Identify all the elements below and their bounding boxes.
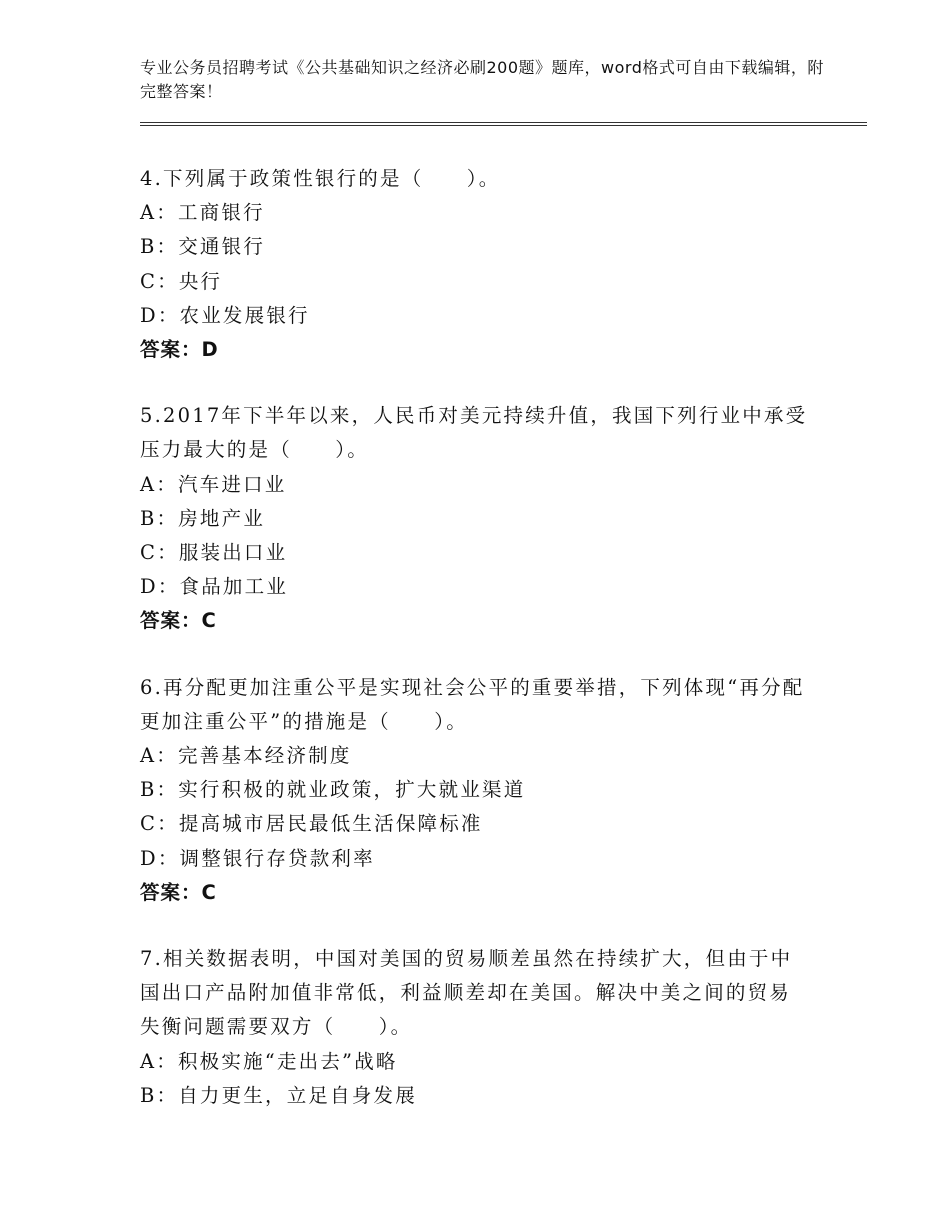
- option-b: B：实行积极的就业政策，扩大就业渠道: [140, 778, 526, 802]
- question-5: [140, 399, 810, 638]
- question-stem: 5.2017年下半年以来，人民币对美元持续升值，我国下列行业中承受压力最大的是（ ）。: [140, 404, 808, 462]
- option-d: D：食品加工业: [140, 575, 289, 599]
- header-divider-bottom: [140, 125, 867, 126]
- option-c: C：央行: [140, 269, 223, 293]
- option-a: A：汽车进口业: [140, 472, 287, 496]
- question-list: [140, 162, 810, 1145]
- option-b: B：自力更生，立足自身发展: [140, 1083, 417, 1107]
- option-a: A：积极实施“走出去”战略: [140, 1049, 398, 1073]
- option-a: A：工商银行: [140, 201, 265, 225]
- answer: 答案：D: [140, 338, 219, 362]
- document-header: 专业公务员招聘考试《公共基础知识之经济必刷200题》题库，word格式可自由下载编辑，附完整答案！: [140, 58, 824, 101]
- question-stem: 6.再分配更加注重公平是实现社会公平的重要举措，下列体现“再分配更加注重公平”的措施是（ ）。: [140, 675, 805, 733]
- question-6: [140, 671, 810, 910]
- answer: 答案：C: [140, 609, 217, 633]
- question-stem: 7.相关数据表明，中国对美国的贸易顺差虽然在持续扩大，但由于中国出口产品附加值非常低，利益顺差却在美国。解决中美之间的贸易失衡问题需要双方（ ）。: [140, 947, 793, 1039]
- question-stem: 4.下列属于政策性银行的是（ ）。: [140, 167, 501, 190]
- option-c: C：提高城市居民最低生活保障标准: [140, 812, 483, 836]
- option-d: D：调整银行存贷款利率: [140, 846, 375, 870]
- option-d: D：农业发展银行: [140, 303, 310, 327]
- option-a: A：完善基本经济制度: [140, 744, 352, 768]
- question-4: [140, 162, 810, 367]
- question-7: [140, 942, 810, 1113]
- option-b: B：房地产业: [140, 506, 266, 530]
- option-b: B：交通银行: [140, 235, 266, 259]
- answer: 答案：C: [140, 880, 217, 904]
- header-divider-top: [140, 122, 867, 123]
- option-c: C：服装出口业: [140, 541, 288, 565]
